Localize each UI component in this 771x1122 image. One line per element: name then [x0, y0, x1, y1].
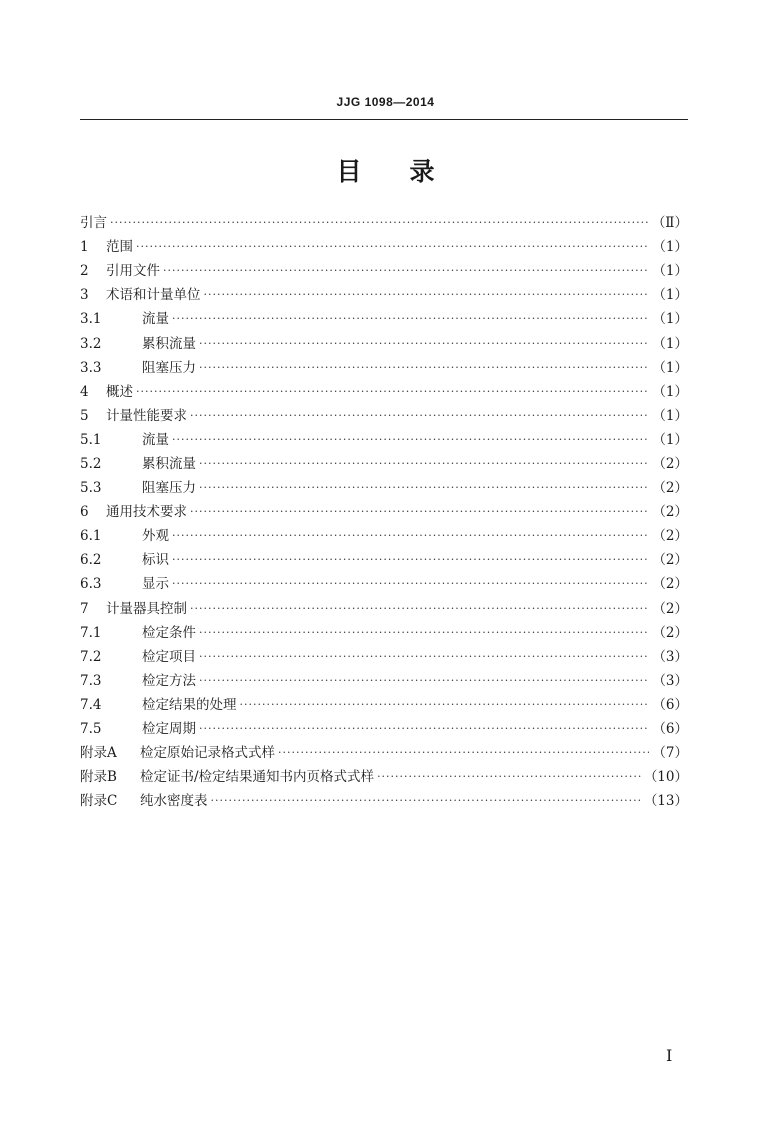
toc-entry-label: 检定项目 [142, 648, 196, 665]
toc-entry-label: 阻塞压力 [142, 359, 196, 376]
toc-entry-label: 外观 [142, 528, 169, 545]
toc-entry-label: 流量 [142, 431, 169, 448]
toc-entry-label: 概述 [106, 383, 133, 400]
toc-entry-label: 检定条件 [142, 624, 196, 641]
toc-entry-page: （2） [652, 504, 688, 521]
toc-entry-number: 4 [80, 383, 89, 400]
toc-entry-page: （2） [652, 552, 688, 569]
toc-entry[interactable] [80, 669, 688, 693]
toc-entry-label: 计量性能要求 [106, 407, 187, 424]
header-rule [80, 119, 688, 120]
toc-entry-page: （2） [652, 480, 688, 497]
toc-entry[interactable] [80, 717, 688, 741]
toc-leader-dots [172, 524, 649, 548]
toc-entry-label: 术语和计量单位 [106, 287, 201, 304]
toc-entry[interactable] [80, 404, 688, 428]
toc-entry-number: 2 [80, 263, 89, 280]
toc-entry-page: （1） [652, 359, 688, 376]
toc-entry-label: 检定原始记录格式式样 [140, 745, 275, 762]
page-number: I [666, 1046, 673, 1065]
toc-entry-number: 5 [80, 407, 89, 424]
toc-entry[interactable] [80, 259, 688, 283]
toc-entry-number: 附录A [80, 745, 117, 762]
toc-entry[interactable] [80, 380, 688, 404]
toc-entry-label: 检定方法 [142, 672, 196, 689]
toc-entry[interactable] [80, 597, 688, 621]
toc-entry-number: 7.4 [80, 696, 102, 713]
toc-leader-dots [211, 789, 641, 813]
toc-entry-label: 累积流量 [142, 335, 196, 352]
toc-entry-label: 通用技术要求 [106, 504, 187, 521]
toc-entry-number: 3.3 [80, 359, 102, 376]
toc-entry-page: （7） [652, 745, 688, 762]
toc-entry[interactable] [80, 548, 688, 572]
toc-entry[interactable] [80, 211, 688, 235]
toc-leader-dots [190, 597, 649, 621]
toc-entry[interactable] [80, 331, 688, 355]
toc-entry[interactable] [80, 741, 688, 765]
toc-entry-page: （2） [652, 576, 688, 593]
toc-leader-dots [199, 717, 649, 741]
toc-entry-page: （3） [652, 672, 688, 689]
toc-entry-page: （1） [652, 311, 688, 328]
toc-entry-number: 7.2 [80, 648, 102, 665]
toc-leader-dots [110, 211, 649, 235]
toc-entry-number: 附录C [80, 793, 118, 810]
toc-leader-dots [199, 452, 649, 476]
toc-leader-dots [136, 235, 649, 259]
toc-entry-number: 7 [80, 600, 89, 617]
toc-entry[interactable] [80, 693, 688, 717]
toc-leader-dots [278, 741, 649, 765]
toc-entry-label: 流量 [142, 311, 169, 328]
toc-entry-number: 5.1 [80, 431, 102, 448]
toc-entry-page: （2） [652, 528, 688, 545]
toc-entry-label: 累积流量 [142, 455, 196, 472]
toc-leader-dots [136, 380, 649, 404]
toc-leader-dots [199, 332, 649, 356]
toc-entry[interactable] [80, 428, 688, 452]
toc-entry-number: 5.2 [80, 455, 102, 472]
toc-entry-number: 6.2 [80, 552, 102, 569]
table-of-contents [80, 211, 688, 813]
toc-entry-number: 6.3 [80, 576, 102, 593]
toc-entry-label: 引言 [80, 215, 107, 232]
toc-entry-number: 附录B [80, 769, 117, 786]
toc-entry-page: （1） [652, 335, 688, 352]
toc-entry-number: 7.1 [80, 624, 102, 641]
toc-entry-page: （13） [643, 793, 688, 810]
toc-entry-label: 计量器具控制 [106, 600, 187, 617]
toc-entry-page: （1） [652, 239, 688, 256]
toc-entry-number: 6 [80, 504, 89, 521]
toc-entry-number: 3 [80, 287, 89, 304]
toc-entry-label: 检定证书/检定结果通知书内页格式式样 [140, 769, 375, 786]
toc-entry-page: （1） [652, 383, 688, 400]
toc-leader-dots [190, 500, 649, 524]
toc-leader-dots [199, 476, 649, 500]
toc-entry-page: （2） [652, 455, 688, 472]
toc-entry[interactable] [80, 476, 688, 500]
toc-leader-dots [172, 548, 649, 572]
toc-entry-page: （2） [652, 600, 688, 617]
page-title [0, 152, 771, 188]
toc-entry[interactable] [80, 765, 688, 789]
toc-leader-dots [199, 356, 649, 380]
toc-leader-dots [204, 283, 650, 307]
toc-entry-page: （2） [652, 624, 688, 641]
toc-entry[interactable] [80, 307, 688, 331]
toc-leader-dots [199, 645, 649, 669]
toc-leader-dots [172, 572, 649, 596]
toc-entry-label: 阻塞压力 [142, 480, 196, 497]
toc-leader-dots [199, 621, 649, 645]
toc-leader-dots [190, 404, 649, 428]
toc-entry[interactable] [80, 524, 688, 548]
toc-entry-number: 5.3 [80, 480, 102, 497]
toc-entry-label: 显示 [142, 576, 169, 593]
toc-entry-page: （1） [652, 407, 688, 424]
toc-leader-dots [172, 428, 649, 452]
toc-entry[interactable] [80, 572, 688, 596]
toc-entry[interactable] [80, 283, 688, 307]
toc-entry[interactable] [80, 356, 688, 380]
toc-leader-dots [377, 765, 641, 789]
toc-entry-number: 6.1 [80, 528, 102, 545]
toc-entry-number: 1 [80, 239, 89, 256]
toc-entry-label: 范围 [106, 239, 133, 256]
toc-entry-page: （6） [652, 696, 688, 713]
toc-entry[interactable] [80, 789, 688, 813]
toc-entry[interactable] [80, 452, 688, 476]
toc-entry-number: 3.1 [80, 311, 102, 328]
toc-entry-number: 3.2 [80, 335, 102, 352]
toc-entry-label: 检定周期 [142, 721, 196, 738]
toc-entry-page: （1） [652, 263, 688, 280]
toc-entry-page: （1） [652, 431, 688, 448]
toc-leader-dots [172, 307, 649, 331]
toc-entry-page: （3） [652, 648, 688, 665]
toc-entry-page: （6） [652, 721, 688, 738]
toc-entry-page: （Ⅱ） [651, 215, 688, 232]
toc-entry-page: （10） [643, 769, 688, 786]
toc-entry-number: 7.3 [80, 672, 102, 689]
toc-entry-label: 标识 [142, 552, 169, 569]
toc-leader-dots [240, 693, 650, 717]
toc-leader-dots [163, 259, 649, 283]
title-part-1: 目 [336, 157, 362, 186]
toc-entry[interactable] [80, 235, 688, 259]
toc-entry[interactable] [80, 645, 688, 669]
title-part-2: 录 [409, 157, 435, 186]
toc-entry-page: （1） [652, 287, 688, 304]
toc-entry-label: 纯水密度表 [140, 793, 208, 810]
toc-entry-label: 检定结果的处理 [142, 696, 237, 713]
toc-leader-dots [199, 669, 649, 693]
toc-entry-label: 引用文件 [106, 263, 160, 280]
toc-entry[interactable] [80, 500, 688, 524]
toc-entry-number: 7.5 [80, 721, 102, 738]
standard-code: JJG 1098—2014 [336, 95, 435, 109]
toc-entry[interactable] [80, 621, 688, 645]
